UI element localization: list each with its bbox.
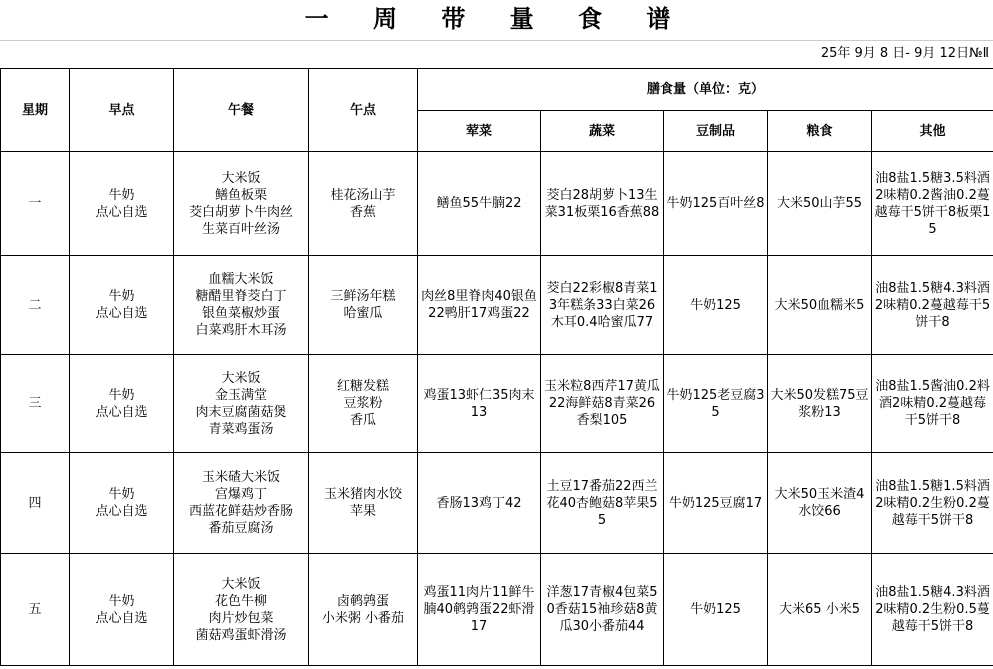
header-weekday: 星期 bbox=[1, 69, 70, 152]
grain-cell: 大米50血糯米5 bbox=[768, 256, 872, 355]
other-cell: 油8盐1.5糖4.3料酒2味精0.2生粉0.5蔓越莓干5饼干8 bbox=[872, 554, 993, 666]
breakfast-cell: 牛奶 点心自选 bbox=[70, 453, 174, 554]
lunch-cell: 血糯大米饭 糖醋里脊茭白丁 银鱼菜椒炒蛋 白菜鸡肝木耳汤 bbox=[174, 256, 309, 355]
snack-cell: 三鲜汤年糕 哈蜜瓜 bbox=[309, 256, 418, 355]
veg-cell: 茭白28胡萝卜13生菜31板栗16香蕉88 bbox=[541, 152, 664, 256]
header-row bbox=[1, 69, 993, 111]
weekday-cell: 三 bbox=[1, 355, 70, 453]
lunch-cell: 玉米碴大米饭 宫爆鸡丁 西蓝花鲜菇炒香肠 番茄豆腐汤 bbox=[174, 453, 309, 554]
snack-cell: 玉米猪肉水饺 苹果 bbox=[309, 453, 418, 554]
weekday-cell: 四 bbox=[1, 453, 70, 554]
header-snack: 午点 bbox=[309, 69, 418, 152]
page-title: 一 周 带 量 食 谱 bbox=[304, 4, 689, 33]
soy-cell: 牛奶125 bbox=[664, 256, 768, 355]
soy-cell: 牛奶125 bbox=[664, 554, 768, 666]
other-cell: 油8盐1.5糖3.5料酒2味精0.2酱油0.2蔓越莓干5饼干8板栗15 bbox=[872, 152, 993, 256]
header-veg: 蔬菜 bbox=[541, 111, 664, 152]
header-breakfast: 早点 bbox=[70, 69, 174, 152]
header-intake: 膳食量（单位：克） bbox=[418, 69, 993, 111]
meat-cell: 鳝鱼55牛腩22 bbox=[418, 152, 541, 256]
lunch-cell: 大米饭 鳝鱼板栗 茭白胡萝卜牛肉丝 生菜百叶丝汤 bbox=[174, 152, 309, 256]
grain-cell: 大米50山芋55 bbox=[768, 152, 872, 256]
table-row bbox=[1, 453, 993, 554]
table-row bbox=[1, 152, 993, 256]
menu-table bbox=[0, 68, 993, 666]
veg-cell: 茭白22彩椒8青菜13年糕条33白菜26木耳0.4哈蜜瓜77 bbox=[541, 256, 664, 355]
header-meat: 荤菜 bbox=[418, 111, 541, 152]
header-other: 其他 bbox=[872, 111, 993, 152]
soy-cell: 牛奶125老豆腐35 bbox=[664, 355, 768, 453]
table-row bbox=[1, 256, 993, 355]
table-row bbox=[1, 355, 993, 453]
table-row bbox=[1, 554, 993, 666]
meat-cell: 鸡蛋13虾仁35肉末13 bbox=[418, 355, 541, 453]
meat-cell: 肉丝8里脊肉40银鱼22鸭肝17鸡蛋22 bbox=[418, 256, 541, 355]
header-soy: 豆制品 bbox=[664, 111, 768, 152]
header-lunch: 午餐 bbox=[174, 69, 309, 152]
snack-cell: 桂花汤山芋 香蕉 bbox=[309, 152, 418, 256]
lunch-cell: 大米饭 金玉满堂 肉末豆腐菌菇煲 青菜鸡蛋汤 bbox=[174, 355, 309, 453]
soy-cell: 牛奶125百叶丝8 bbox=[664, 152, 768, 256]
weekday-cell: 五 bbox=[1, 554, 70, 666]
meat-cell: 鸡蛋11肉片11鲜牛腩40鹌鹑蛋22虾滑17 bbox=[418, 554, 541, 666]
grain-cell: 大米50发糕75豆浆粉13 bbox=[768, 355, 872, 453]
grain-cell: 大米65 小米5 bbox=[768, 554, 872, 666]
other-cell: 油8盐1.5糖1.5料酒2味精0.2生粉0.2蔓越莓干5饼干8 bbox=[872, 453, 993, 554]
veg-cell: 洋葱17青椒4包菜50香菇15袖珍菇8黄瓜30小番茄44 bbox=[541, 554, 664, 666]
other-cell: 油8盐1.5酱油0.2料酒2味精0.2蔓越莓干5饼干8 bbox=[872, 355, 993, 453]
header-grain: 粮食 bbox=[768, 111, 872, 152]
title-divider bbox=[0, 40, 993, 41]
soy-cell: 牛奶125豆腐17 bbox=[664, 453, 768, 554]
weekday-cell: 一 bbox=[1, 152, 70, 256]
other-cell: 油8盐1.5糖4.3料酒2味精0.2蔓越莓干5饼干8 bbox=[872, 256, 993, 355]
breakfast-cell: 牛奶 点心自选 bbox=[70, 152, 174, 256]
breakfast-cell: 牛奶 点心自选 bbox=[70, 554, 174, 666]
meat-cell: 香肠13鸡丁42 bbox=[418, 453, 541, 554]
breakfast-cell: 牛奶 点心自选 bbox=[70, 355, 174, 453]
veg-cell: 土豆17番茄22西兰花40杏鲍菇8苹果55 bbox=[541, 453, 664, 554]
veg-cell: 玉米粒8西芹17黄瓜22海鲜菇8青菜26香梨105 bbox=[541, 355, 664, 453]
snack-cell: 卤鹌鹑蛋 小米粥 小番茄 bbox=[309, 554, 418, 666]
lunch-cell: 大米饭 花色牛柳 肉片炒包菜 菌菇鸡蛋虾滑汤 bbox=[174, 554, 309, 666]
breakfast-cell: 牛奶 点心自选 bbox=[70, 256, 174, 355]
grain-cell: 大米50玉米渣4水饺66 bbox=[768, 453, 872, 554]
date-range: 25年 9月 8 日- 9月 12日№Ⅱ bbox=[820, 46, 989, 61]
weekday-cell: 二 bbox=[1, 256, 70, 355]
snack-cell: 红糖发糕 豆浆粉 香瓜 bbox=[309, 355, 418, 453]
